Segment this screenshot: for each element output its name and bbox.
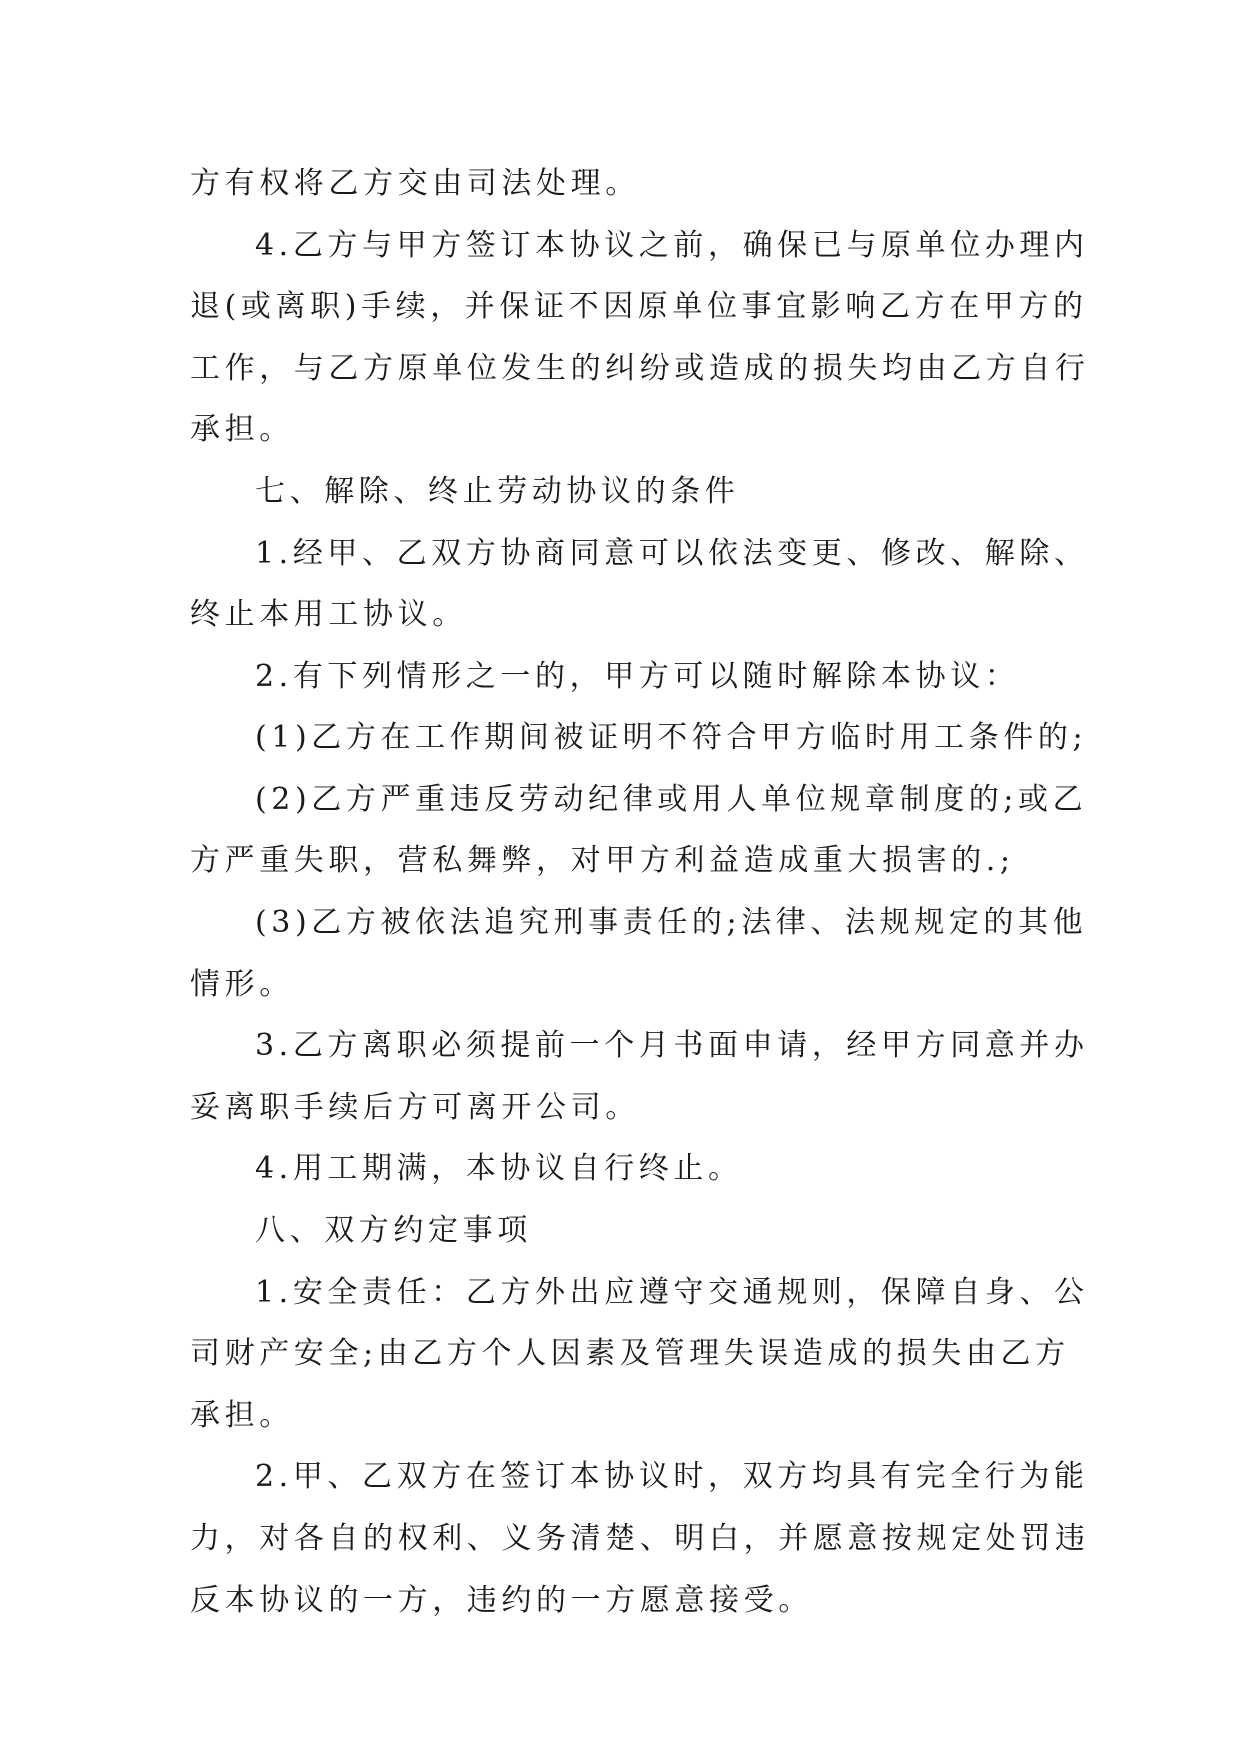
paragraph-line: 承担。 <box>190 412 294 447</box>
paragraph-line: 反本协议的一方，违约的一方愿意接受。 <box>190 1583 813 1618</box>
paragraph-line: 4.乙方与甲方签订本协议之前，确保已与原单位办理内 <box>255 228 1089 263</box>
paragraph-line: 2.有下列情形之一的，甲方可以随时解除本协议： <box>255 659 1020 694</box>
paragraph-line: 方严重失职，营私舞弊，对甲方利益造成重大损害的.; <box>190 843 1015 878</box>
paragraph-line: 3.乙方离职必须提前一个月书面申请，经甲方同意并办 <box>255 1028 1089 1063</box>
paragraph-line: 4.用工期满，本协议自行终止。 <box>255 1151 743 1186</box>
paragraph-line: 承担。 <box>190 1398 294 1433</box>
paragraph-line: (2)乙方严重违反劳动纪律或用人单位规章制度的;或乙 <box>255 782 1088 817</box>
paragraph-line: 终止本用工协议。 <box>190 597 467 632</box>
paragraph-line: (1)乙方在工作期间被证明不符合甲方临时用工条件的; <box>255 720 1088 755</box>
section-heading-7: 七、解除、终止劳动协议的条件 <box>255 474 740 509</box>
paragraph-line: 司财产安全;由乙方个人因素及管理失误造成的损失由乙方 <box>190 1336 1070 1371</box>
paragraph-line: 情形。 <box>190 967 294 1002</box>
paragraph-line: 1.安全责任：乙方外出应遵守交通规则，保障自身、公 <box>255 1275 1089 1310</box>
paragraph-line: (3)乙方被依法追究刑事责任的;法律、法规规定的其他 <box>255 905 1088 940</box>
paragraph-line: 1.经甲、乙双方协商同意可以依法变更、修改、解除、 <box>255 536 1089 571</box>
paragraph-line: 2.甲、乙双方在签订本协议时，双方均具有完全行为能 <box>255 1459 1089 1494</box>
paragraph-line: 退(或离职)手续，并保证不因原单位事宜影响乙方在甲方的 <box>190 289 1088 324</box>
paragraph-line: 方有权将乙方交由司法处理。 <box>190 166 640 201</box>
section-heading-8: 八、双方约定事项 <box>255 1213 532 1248</box>
paragraph-line: 妥离职手续后方可离开公司。 <box>190 1090 640 1125</box>
paragraph-line: 力，对各自的权利、义务清楚、明白，并愿意按规定处罚违 <box>190 1521 1090 1556</box>
paragraph-line: 工作，与乙方原单位发生的纠纷或造成的损失均由乙方自行 <box>190 351 1090 386</box>
